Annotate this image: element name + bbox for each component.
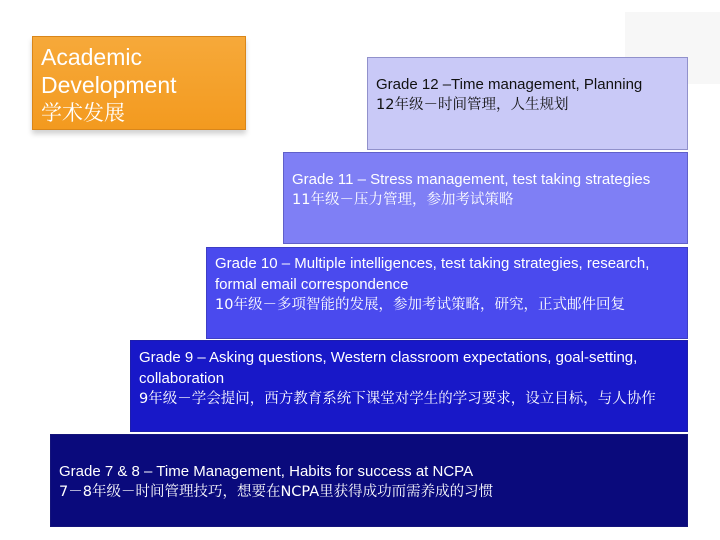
step-grade-12-english: Grade 12 –Time management, Planning bbox=[376, 76, 643, 93]
step-grade-12 bbox=[367, 57, 688, 150]
title-english: Academic Development bbox=[41, 44, 177, 98]
step-grade-12-chinese: 12年级－时间管理，人生规划 bbox=[376, 97, 569, 113]
step-grade-10-english: Grade 10 – Multiple intelligences, test taking strategies, research, formal email correspondence bbox=[215, 255, 650, 293]
title-box bbox=[32, 36, 246, 130]
step-grade-11-english: Grade 11 – Stress management, test taking strategies bbox=[292, 171, 651, 188]
step-grade-9-chinese: 9年级－学会提问，西方教育系统下课堂对学生的学习要求，设立目标，与人协作 bbox=[139, 391, 656, 407]
step-grade-7-8 bbox=[50, 434, 688, 527]
step-grade-10 bbox=[206, 247, 688, 339]
step-grade-7-8-chinese: 7－8年级－时间管理技巧，想要在NCPA里获得成功而需养成的习惯 bbox=[59, 484, 494, 500]
step-grade-9-english: Grade 9 – Asking questions, Western classroom expectations, goal-setting, collaboration bbox=[139, 349, 638, 387]
step-grade-11 bbox=[283, 152, 688, 244]
step-grade-10-chinese: 10年级－多项智能的发展，参加考试策略，研究，正式邮件回复 bbox=[215, 297, 625, 313]
step-grade-11-chinese: 11年级－压力管理，参加考试策略 bbox=[292, 192, 514, 208]
step-grade-9 bbox=[130, 340, 688, 432]
step-grade-7-8-english: Grade 7 & 8 – Time Management, Habits for success at NCPA bbox=[59, 463, 474, 480]
title-chinese: 学术发展 bbox=[41, 101, 125, 125]
